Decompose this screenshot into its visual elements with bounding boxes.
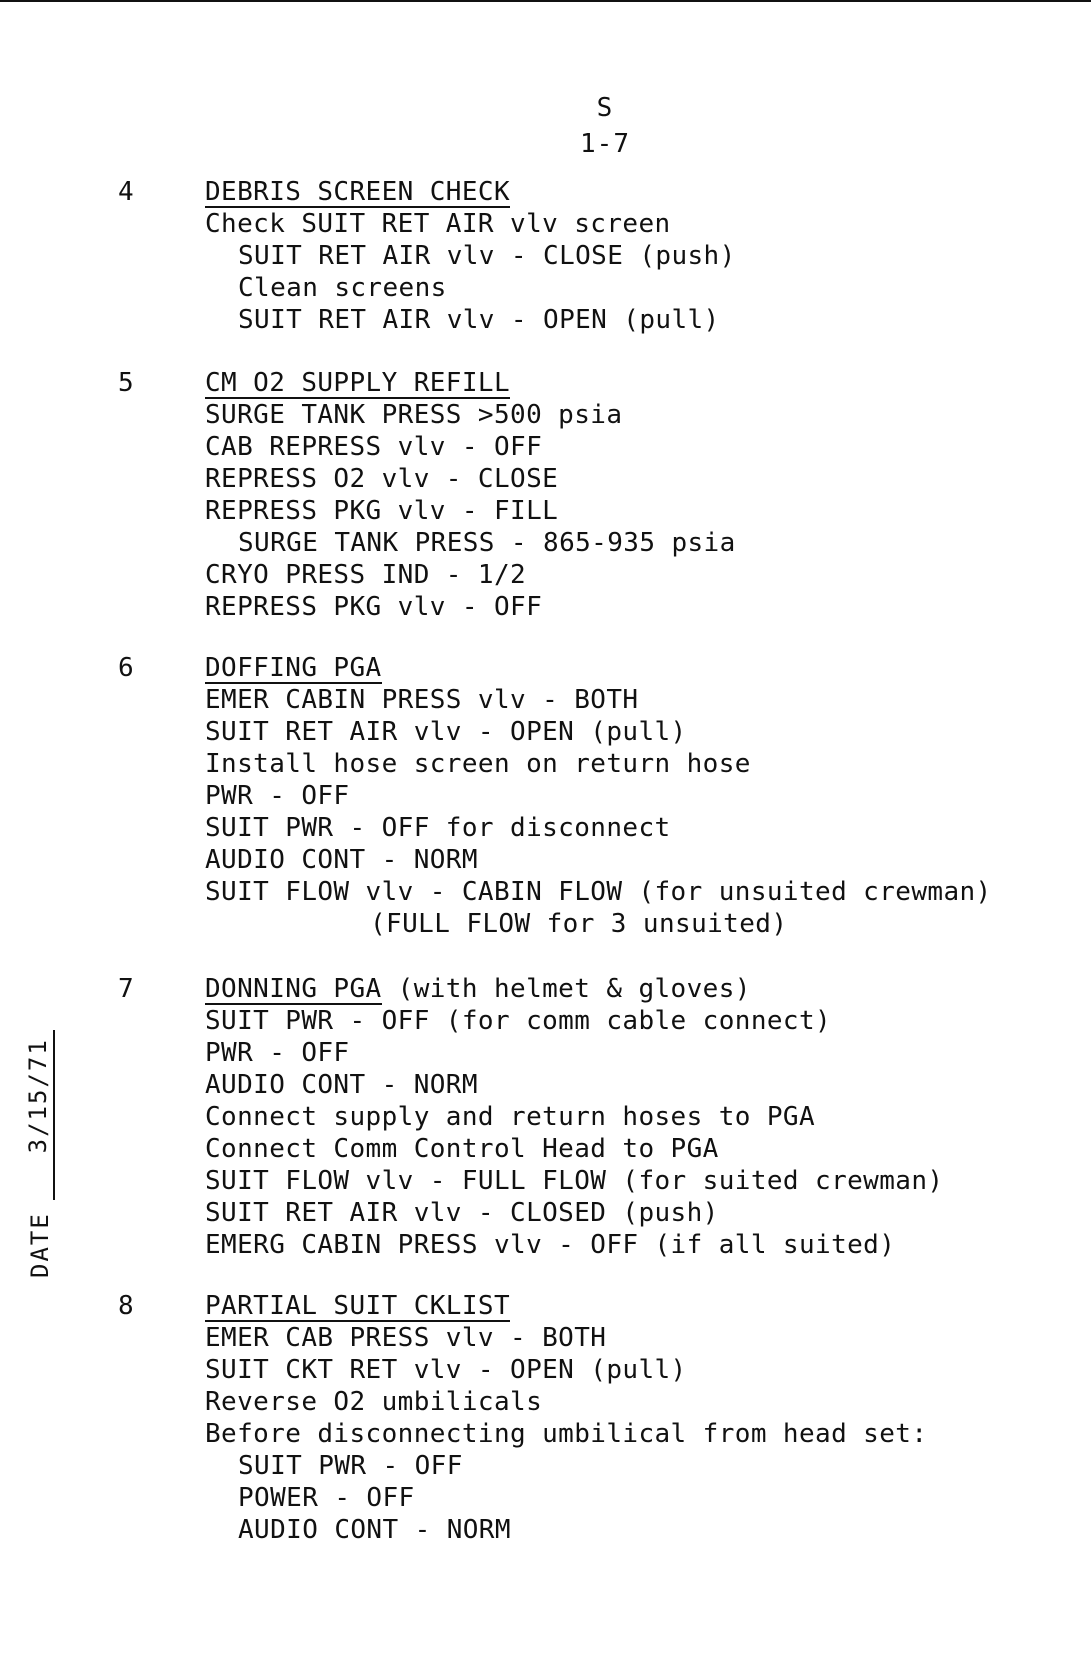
step-line: EMERG CABIN PRESS vlv - OFF (if all suited) xyxy=(205,1230,896,1260)
step-line: SUIT RET AIR vlv - OPEN (pull) xyxy=(205,717,687,747)
step-line: SURGE TANK PRESS >500 psia xyxy=(205,400,623,430)
section-title xyxy=(205,652,1065,684)
step-number: 6 xyxy=(118,653,134,683)
step-line: POWER - OFF xyxy=(238,1483,415,1513)
step-line: (FULL FLOW for 3 unsuited) xyxy=(370,909,788,939)
step-line: Clean screens xyxy=(238,273,447,303)
step-line: EMER CAB PRESS vlv - BOTH xyxy=(205,1323,607,1353)
step-line: REPRESS O2 vlv - CLOSE xyxy=(205,464,559,494)
step-number: 5 xyxy=(118,368,134,398)
step-line: AUDIO CONT - NORM xyxy=(205,1070,478,1100)
step-line: SUIT RET AIR vlv - OPEN (pull) xyxy=(238,305,720,335)
step-line: SUIT RET AIR vlv - CLOSE (push) xyxy=(238,241,736,271)
step-line: SURGE TANK PRESS - 865-935 psia xyxy=(238,528,736,558)
section-title-text: DONNING PGA xyxy=(205,974,382,1004)
step-line: REPRESS PKG vlv - OFF xyxy=(205,592,543,622)
step-line: SUIT RET AIR vlv - CLOSED (push) xyxy=(205,1198,719,1228)
step-line: Before disconnecting umbilical from head set: xyxy=(205,1419,928,1449)
page-section-letter: S xyxy=(596,93,614,123)
step-line: SUIT PWR - OFF (for comm cable connect) xyxy=(205,1006,832,1036)
date-label: DATE xyxy=(26,1212,54,1278)
section-title xyxy=(205,1290,1065,1322)
step-line: SUIT FLOW vlv - FULL FLOW (for suited crewman) xyxy=(205,1166,944,1196)
step-line: CRYO PRESS IND - 1/2 xyxy=(205,560,527,590)
step-number: 7 xyxy=(118,974,134,1004)
section-title xyxy=(205,176,1065,208)
section-title-text: DOFFING PGA xyxy=(205,653,382,683)
page-number: 1-7 xyxy=(580,129,630,159)
section-title-suffix: (with helmet & gloves) xyxy=(381,974,751,1004)
section-title-text: CM O2 SUPPLY REFILL xyxy=(205,368,511,398)
step-line: SUIT FLOW vlv - CABIN FLOW (for unsuited crewman) xyxy=(205,877,992,907)
step-line: SUIT PWR - OFF xyxy=(238,1451,463,1481)
step-line: PWR - OFF xyxy=(205,781,350,811)
section-title xyxy=(205,973,1065,1005)
section-title-text: PARTIAL SUIT CKLIST xyxy=(205,1291,511,1321)
step-line: CAB REPRESS vlv - OFF xyxy=(205,432,543,462)
section-title xyxy=(205,367,1065,399)
top-border-rule xyxy=(0,0,1091,2)
step-line: AUDIO CONT - NORM xyxy=(238,1515,511,1545)
step-line: Install hose screen on return hose xyxy=(205,749,751,779)
step-line: REPRESS PKG vlv - FILL xyxy=(205,496,559,526)
date-stamp xyxy=(18,988,78,1278)
step-line: Check SUIT RET AIR vlv screen xyxy=(205,209,671,239)
step-line: Reverse O2 umbilicals xyxy=(205,1387,543,1417)
step-number: 4 xyxy=(118,177,134,207)
step-line: EMER CABIN PRESS vlv - BOTH xyxy=(205,685,639,715)
step-line: Connect supply and return hoses to PGA xyxy=(205,1102,816,1132)
date-value: 3/15/71 xyxy=(23,1030,55,1200)
step-number: 8 xyxy=(118,1291,134,1321)
step-line: AUDIO CONT - NORM xyxy=(205,845,478,875)
step-line: Connect Comm Control Head to PGA xyxy=(205,1134,719,1164)
step-line: PWR - OFF xyxy=(205,1038,350,1068)
step-line: SUIT PWR - OFF for disconnect xyxy=(205,813,671,843)
section-title-text: DEBRIS SCREEN CHECK xyxy=(205,177,511,207)
step-line: SUIT CKT RET vlv - OPEN (pull) xyxy=(205,1355,687,1385)
